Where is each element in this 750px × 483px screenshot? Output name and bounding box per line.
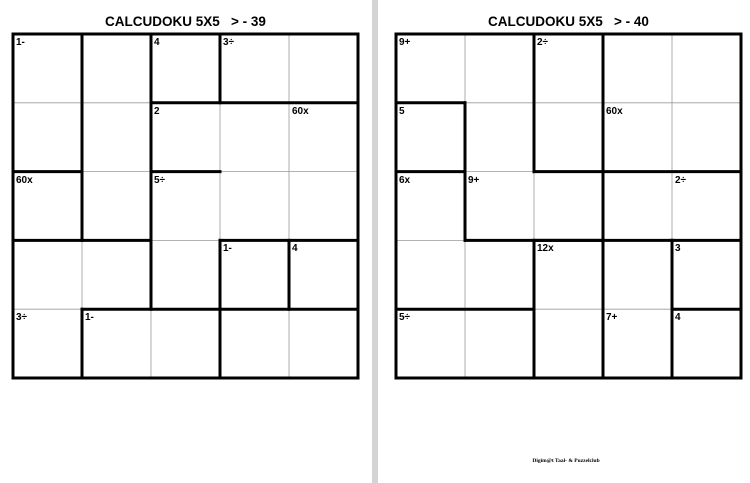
grid-cell[interactable] [82, 103, 151, 172]
cage-clue: 5÷ [154, 174, 166, 186]
cage-clue: 4 [154, 37, 160, 48]
puzzle-title-39: CALCUDOKU 5X5 > - 39 [105, 14, 266, 29]
cage-clue: 3÷ [223, 37, 235, 48]
cage-clue: 2÷ [537, 37, 549, 48]
grid-cell[interactable] [13, 103, 82, 172]
grid-cell[interactable] [534, 309, 603, 378]
grid-cell[interactable] [396, 103, 465, 172]
cage-clue: 12x [537, 243, 554, 255]
cage-clue: 6x [399, 174, 411, 186]
grid-cell[interactable] [534, 172, 603, 241]
grid-cell[interactable] [289, 309, 358, 378]
grid-cell[interactable] [151, 309, 220, 378]
grid-cell[interactable] [672, 309, 741, 378]
grid-cell[interactable] [603, 34, 672, 103]
grid-cell[interactable] [220, 309, 289, 378]
grid-cell[interactable] [396, 240, 465, 309]
grid-cell[interactable] [82, 34, 151, 103]
cage-clue: 1- [223, 243, 232, 255]
grid-cell[interactable] [465, 103, 534, 172]
grid-cell[interactable] [151, 240, 220, 309]
cage-clue: 9+ [468, 174, 480, 186]
grid-cell[interactable] [603, 240, 672, 309]
cage-clue: 5 [399, 105, 405, 117]
grid-cell[interactable] [220, 172, 289, 241]
cage-clue: 1- [85, 312, 94, 324]
grid-cell[interactable] [13, 240, 82, 309]
cage-clue: 7+ [606, 312, 618, 324]
grid-cell[interactable] [289, 34, 358, 103]
grid-cell[interactable] [82, 240, 151, 309]
grid-cell[interactable] [672, 34, 741, 103]
grid-cell[interactable] [672, 103, 741, 172]
cage-clue: 9+ [399, 37, 411, 48]
grid-cell[interactable] [465, 240, 534, 309]
page-divider [372, 0, 378, 483]
grid-cell[interactable] [672, 240, 741, 309]
grid-cell[interactable] [151, 34, 220, 103]
cage-clue: 1- [16, 37, 25, 48]
cage-clue: 4 [675, 312, 681, 324]
grid-cell[interactable] [220, 103, 289, 172]
footer-credit: Digim@t Taal- & Puzzelclub [532, 458, 600, 464]
grid-cell[interactable] [465, 309, 534, 378]
cage-clue: 60x [16, 174, 33, 186]
cage-clue: 3 [675, 243, 681, 255]
grid-cell[interactable] [151, 103, 220, 172]
grid-cell[interactable] [534, 103, 603, 172]
cage-clue: 2÷ [675, 174, 687, 186]
grid-cell[interactable] [465, 34, 534, 103]
grid-cell[interactable] [603, 172, 672, 241]
cage-clue: 60x [606, 105, 623, 117]
cage-clue: 5÷ [399, 312, 411, 324]
grid-lines [396, 34, 741, 378]
calcudoku-grid-39 [13, 34, 358, 378]
grid-cell[interactable] [289, 240, 358, 309]
calcudoku-grid-40 [396, 34, 741, 378]
grid-cell[interactable] [289, 172, 358, 241]
cage-clue: 2 [154, 105, 160, 117]
grid-cell[interactable] [82, 172, 151, 241]
cage-clue: 60x [292, 105, 309, 117]
puzzle-title-40: CALCUDOKU 5X5 > - 40 [488, 14, 649, 29]
grid-lines [13, 34, 358, 378]
cage-clue: 3÷ [16, 312, 28, 324]
cage-clue: 4 [292, 243, 298, 255]
